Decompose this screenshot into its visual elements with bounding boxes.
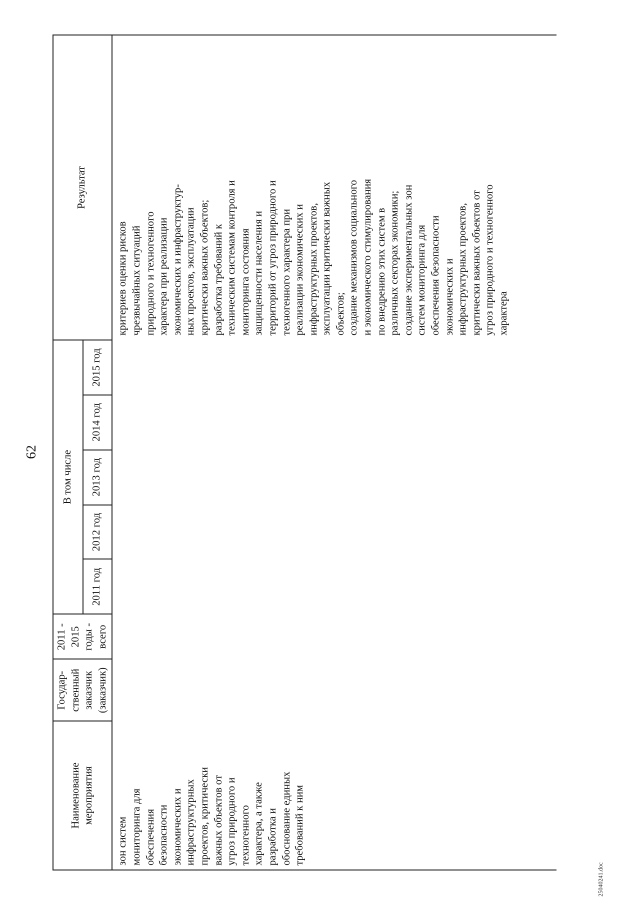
cell-customer [112, 659, 557, 721]
text-line: характера, а также [253, 782, 265, 866]
text-line: проектов, критически [199, 767, 211, 866]
text-line: инфраструктурных проектов, [308, 203, 320, 336]
text-line: ных проектов, эксплуатации [185, 207, 197, 336]
text-line: экономических и инфраструктур- [172, 184, 184, 336]
header-name-text [69, 724, 96, 868]
text-line: характера [498, 291, 510, 336]
text-line: критериев оценки рисков [117, 221, 129, 336]
text-line: объектов; [335, 292, 347, 336]
text-line: ственный [70, 668, 82, 712]
text-line: различных секторах экономики; [389, 190, 401, 336]
text-line: техногенного [240, 805, 252, 866]
text-line: мероприятия [83, 766, 95, 825]
text-line: (заказчик) [97, 667, 109, 714]
name-text [117, 726, 307, 866]
text-line: Наименование [70, 762, 82, 829]
document-code: 25040241.doc [598, 862, 605, 897]
text-line: защищенности населения и [253, 210, 265, 336]
text-line: требований к ним [294, 784, 306, 866]
text-line: реализации экономических и [294, 204, 306, 336]
text-line: обоснование единых [281, 771, 292, 866]
header-including: В том числе [53, 340, 83, 614]
text-line: техногенного характера при [281, 209, 292, 336]
text-line: зон систем [117, 816, 129, 866]
text-line: заказчик [83, 670, 95, 710]
text-line: всего [97, 624, 109, 649]
header-result: Результат [53, 35, 112, 340]
text-line: чрезвычайных ситуаций [131, 225, 143, 336]
text-line: мониторинга для [131, 788, 143, 866]
text-line: важных объектов от [213, 775, 225, 866]
text-line: систем мониторинга для [416, 224, 428, 336]
text-line: критически важных объектов; [199, 199, 211, 336]
cell-2013 [112, 450, 557, 505]
cell-2011 [112, 559, 557, 614]
text-line: обеспечения безопасности [430, 215, 442, 336]
text-line: техническим системам контроля и [226, 180, 238, 336]
header-customer [53, 659, 112, 721]
cell-total [112, 614, 557, 659]
page-number: 62 [24, 445, 40, 459]
text-line: разработка требований к [213, 224, 225, 336]
text-line: 2015 [70, 626, 82, 648]
text-line: критически важных объектов от [471, 190, 483, 336]
cell-2014 [112, 395, 557, 450]
program-table [53, 35, 557, 871]
text-line: создание механизмов социального [348, 179, 360, 336]
text-line: угроз природного и [226, 777, 238, 866]
text-line: инфраструктурных проектов, [457, 203, 469, 336]
header-year-2014: 2014 год [83, 395, 113, 450]
header-year-2015: 2015 год [83, 340, 113, 395]
text-line: экономических и [444, 258, 456, 336]
text-line: создание экспериментальных зон [403, 184, 415, 336]
text-line: по внедрению этих систем в [376, 207, 388, 336]
text-line: природного и техногенного [145, 211, 157, 336]
cell-2012 [112, 505, 557, 560]
rotated-page [1, 0, 640, 905]
text-line: экономических и [172, 788, 184, 866]
text-line: угроз природного и техногенного [484, 184, 496, 336]
text-line: годы - [83, 622, 95, 651]
text-line: 2011 - [56, 623, 68, 651]
cell-name [112, 721, 557, 870]
header-total [53, 614, 112, 659]
header-customer-text [56, 662, 110, 719]
text-line: обеспечения [145, 808, 157, 866]
cell-2015 [112, 340, 557, 395]
header-year-2011: 2011 год [83, 559, 113, 614]
table-row [112, 35, 557, 870]
header-name [53, 721, 112, 870]
text-line: эксплуатации критически важных [321, 181, 333, 336]
header-year-2013: 2013 год [83, 450, 113, 505]
header-year-2012: 2012 год [83, 505, 113, 560]
text-line: инфраструктурных [185, 779, 197, 866]
text-line: и экономического стимулирования [362, 178, 374, 336]
text-line: безопасности [158, 804, 170, 866]
text-line: мониторинга состояния [240, 228, 252, 336]
text-line: Государ- [56, 670, 68, 710]
result-text [117, 40, 511, 336]
text-line: территорий от угроз природного и [267, 180, 279, 336]
header-total-text [56, 617, 110, 657]
text-line: разработка и [267, 808, 279, 866]
cell-result [112, 35, 557, 340]
text-line: характера при реализации [158, 217, 170, 336]
